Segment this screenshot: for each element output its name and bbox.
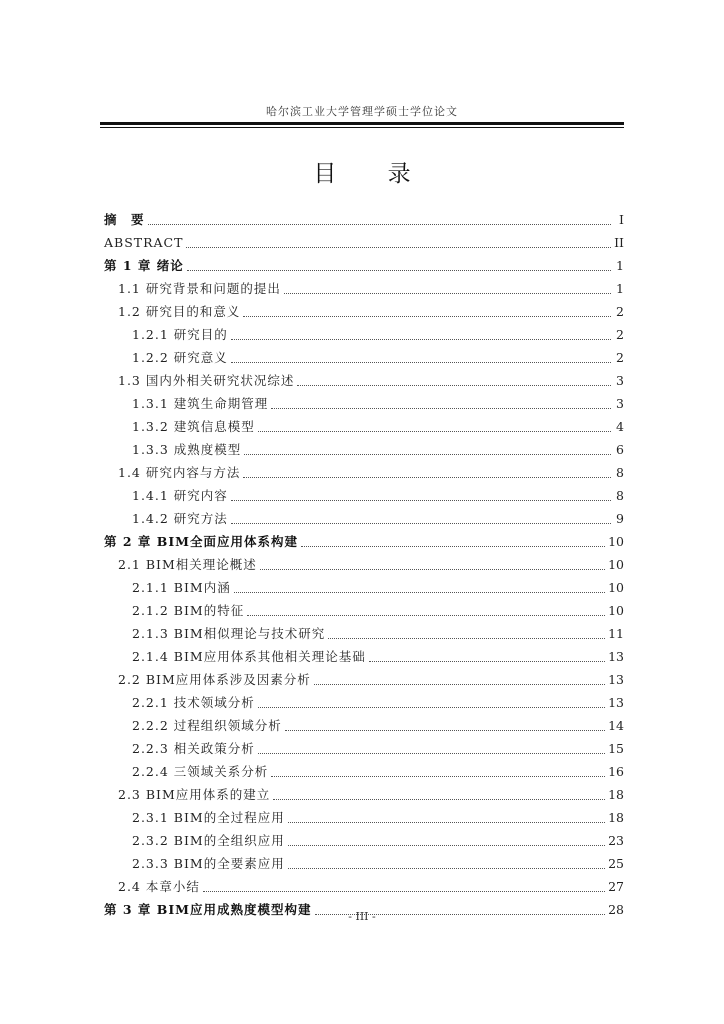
toc-leader-dots [328, 637, 605, 639]
toc-leader-dots [260, 568, 605, 570]
toc-entry-label: 1.2.2 研究意义 [132, 350, 228, 365]
toc-entry-page: 13 [608, 649, 624, 664]
toc-entry-label: 第 1 章 绪论 [104, 258, 184, 273]
toc-entry-page: 15 [608, 741, 624, 756]
toc-leader-dots [231, 361, 611, 363]
toc-leader-dots [314, 683, 605, 685]
toc-entry[interactable] [104, 619, 624, 642]
toc-entry[interactable] [104, 320, 624, 343]
toc-entry-page: 8 [616, 465, 624, 480]
toc-entry[interactable] [104, 849, 624, 872]
toc-entry-page: 25 [608, 856, 624, 871]
toc-leader-dots [243, 315, 611, 317]
toc-entry-label: 2.1.1 BIM内涵 [132, 580, 231, 595]
toc-leader-dots [297, 384, 611, 386]
toc-entry-label: 2.1.2 BIM的特征 [132, 603, 245, 618]
running-header: 哈尔滨工业大学管理学硕士学位论文 [266, 105, 458, 118]
toc-entry-label: 第 3 章 BIM应用成熟度模型构建 [104, 902, 312, 917]
toc-entry-page: 18 [608, 810, 624, 825]
toc-entry-page: I [619, 212, 624, 227]
toc-leader-dots [231, 522, 611, 524]
toc-entry-label: 2.1 BIM相关理论概述 [118, 557, 257, 572]
toc-entry-page: 1 [616, 281, 624, 296]
toc-entry[interactable] [104, 734, 624, 757]
toc-entry-page: 3 [616, 373, 624, 388]
toc-entry-label: 1.4.1 研究内容 [132, 488, 228, 503]
toc-leader-dots [258, 752, 605, 754]
toc-entry-page: 23 [608, 833, 624, 848]
toc-entry-label: 2.2 BIM应用体系涉及因素分析 [118, 672, 311, 687]
toc-entry[interactable] [104, 665, 624, 688]
toc-leader-dots [203, 890, 605, 892]
toc-entry-page: 2 [616, 327, 624, 342]
toc-entry[interactable] [104, 435, 624, 458]
toc-entry[interactable] [104, 596, 624, 619]
toc-leader-dots [258, 430, 611, 432]
toc-entry[interactable] [104, 228, 624, 251]
toc-entry-label: 1.2 研究目的和意义 [118, 304, 241, 319]
toc-entry[interactable] [104, 803, 624, 826]
toc-entry[interactable] [104, 297, 624, 320]
toc-entry-page: 10 [608, 534, 624, 549]
toc-entry[interactable] [104, 757, 624, 780]
page-number: - III - [348, 910, 376, 923]
toc-entry-label: 2.2.1 技术领域分析 [132, 695, 255, 710]
toc-leader-dots [271, 775, 605, 777]
toc-leader-dots [288, 821, 605, 823]
toc-entry[interactable] [104, 826, 624, 849]
toc-entry-page: 2 [616, 304, 624, 319]
toc-leader-dots [288, 844, 605, 846]
toc-entry-label: 1.3.2 建筑信息模型 [132, 419, 255, 434]
toc-entry-page: 6 [616, 442, 624, 457]
toc-entry[interactable] [104, 366, 624, 389]
toc-leader-dots [244, 453, 611, 455]
toc-leader-dots [231, 499, 611, 501]
toc-entry-page: 2 [616, 350, 624, 365]
toc-entry-page: 13 [608, 695, 624, 710]
toc-entry-label: 摘 要 [104, 212, 145, 227]
toc-entry-page: 8 [616, 488, 624, 503]
toc-entry[interactable] [104, 481, 624, 504]
toc-entry-page: 4 [616, 419, 624, 434]
toc-entry[interactable] [104, 573, 624, 596]
toc-entry-page: 1 [616, 258, 624, 273]
toc-entry[interactable] [104, 205, 624, 228]
toc-entry-page: II [614, 235, 624, 250]
toc-entry-page: 27 [608, 879, 624, 894]
toc-entry-label: 1.1 研究背景和问题的提出 [118, 281, 281, 296]
toc-entry-label: 1.4.2 研究方法 [132, 511, 228, 526]
toc-entry-label: 2.3.3 BIM的全要素应用 [132, 856, 285, 871]
toc-entry[interactable] [104, 527, 624, 550]
toc-entry-page: 28 [608, 902, 624, 917]
toc-entry-label: 1.2.1 研究目的 [132, 327, 228, 342]
toc-entry-label: 2.3.1 BIM的全过程应用 [132, 810, 285, 825]
toc-leader-dots [285, 729, 605, 731]
toc-entry-page: 10 [608, 603, 624, 618]
toc-title: 目 录 [313, 161, 433, 187]
toc-leader-dots [273, 798, 605, 800]
table-of-contents [104, 205, 624, 918]
toc-entry-label: 2.1.3 BIM相似理论与技术研究 [132, 626, 326, 641]
header-rule-thick [100, 122, 624, 125]
toc-leader-dots [231, 338, 611, 340]
toc-entry-label: 2.4 本章小结 [118, 879, 200, 894]
toc-entry-page: 11 [608, 626, 624, 641]
toc-entry-label: 1.4 研究内容与方法 [118, 465, 241, 480]
toc-entry[interactable] [104, 412, 624, 435]
toc-entry[interactable] [104, 389, 624, 412]
toc-leader-dots [247, 614, 605, 616]
toc-entry-label: 1.3.1 建筑生命期管理 [132, 396, 269, 411]
toc-entry-label: 2.3 BIM应用体系的建立 [118, 787, 271, 802]
toc-entry-label: 2.3.2 BIM的全组织应用 [132, 833, 285, 848]
toc-entry-page: 10 [608, 580, 624, 595]
toc-entry-label: 2.1.4 BIM应用体系其他相关理论基础 [132, 649, 366, 664]
toc-entry[interactable] [104, 504, 624, 527]
toc-entry-page: 18 [608, 787, 624, 802]
toc-leader-dots [301, 545, 605, 547]
toc-entry-page: 9 [616, 511, 624, 526]
toc-leader-dots [148, 223, 611, 225]
toc-entry-label: 1.3 国内外相关研究状况综述 [118, 373, 295, 388]
toc-entry[interactable] [104, 458, 624, 481]
toc-leader-dots [288, 867, 605, 869]
toc-leader-dots [258, 706, 605, 708]
toc-entry-label: 2.2.4 三领域关系分析 [132, 764, 269, 779]
toc-leader-dots [369, 660, 605, 662]
toc-leader-dots [271, 407, 611, 409]
toc-leader-dots [234, 591, 605, 593]
toc-entry[interactable] [104, 343, 624, 366]
toc-entry[interactable] [104, 711, 624, 734]
toc-entry-label: ABSTRACT [104, 235, 184, 250]
toc-entry[interactable] [104, 274, 624, 297]
toc-entry[interactable] [104, 688, 624, 711]
toc-entry-label: 1.3.3 成熟度模型 [132, 442, 242, 457]
toc-leader-dots [187, 269, 611, 271]
toc-entry[interactable] [104, 642, 624, 665]
toc-entry[interactable] [104, 251, 624, 274]
header-rule-thin [100, 127, 624, 128]
toc-entry-label: 第 2 章 BIM全面应用体系构建 [104, 534, 299, 549]
toc-entry-label: 2.2.2 过程组织领域分析 [132, 718, 282, 733]
toc-entry-page: 10 [608, 557, 624, 572]
toc-entry[interactable] [104, 780, 624, 803]
toc-entry[interactable] [104, 872, 624, 895]
toc-entry-page: 3 [616, 396, 624, 411]
toc-entry-page: 16 [608, 764, 624, 779]
toc-entry-page: 14 [608, 718, 624, 733]
toc-entry-page: 13 [608, 672, 624, 687]
toc-leader-dots [243, 476, 611, 478]
toc-entry-label: 2.2.3 相关政策分析 [132, 741, 255, 756]
toc-leader-dots [186, 246, 611, 248]
toc-entry[interactable] [104, 550, 624, 573]
toc-leader-dots [284, 292, 611, 294]
